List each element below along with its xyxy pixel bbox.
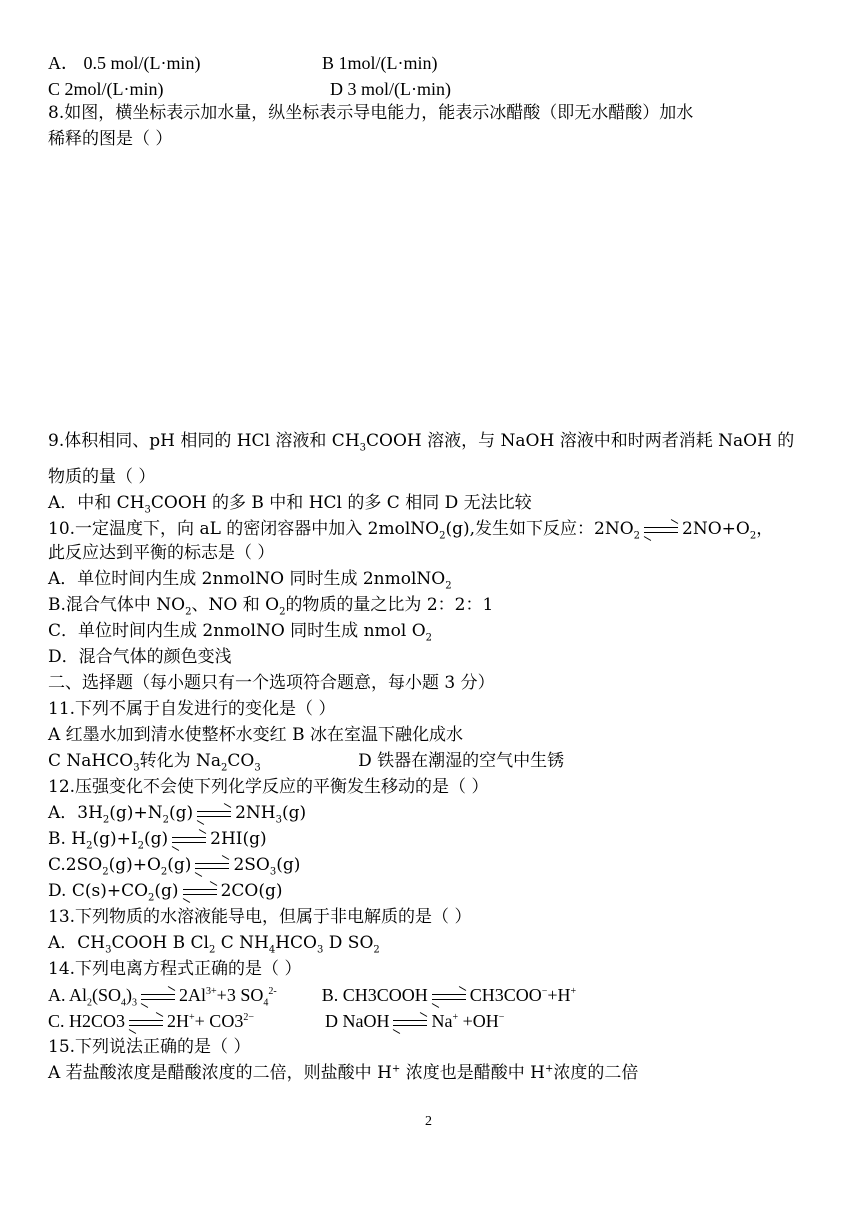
q13-t3: C NH: [215, 933, 269, 953]
q9-opt-sub: 3: [144, 504, 151, 516]
q12c-t3: (g): [167, 855, 192, 875]
option-c: C 2mol/(L·min): [48, 79, 164, 99]
q10b-t1: B.混合气体中 NO: [48, 595, 186, 615]
q14c-t1: C. H2CO3: [48, 1011, 126, 1031]
question-9-options: [48, 492, 532, 514]
q14a-sup1: 3+: [206, 986, 217, 997]
q9-text-a: 9.体积相同、pH 相同的 HCl 溶液和 CH: [48, 431, 360, 451]
q12d-t2: (g): [154, 881, 179, 901]
q14c-t3: + CO3: [194, 1011, 244, 1031]
question-10-option-b: [48, 594, 493, 616]
question-11: 11.下列不属于自发进行的变化是（ ）: [48, 699, 336, 719]
q12c-s2: 2: [160, 866, 168, 878]
question-13-options: [48, 932, 380, 954]
q13-s5: 2: [373, 944, 380, 956]
section-2-heading: 二、选择题（每小题只有一个选项符合题意，每小题 3 分）: [48, 673, 495, 693]
equilibrium-arrow-icon: [393, 1018, 427, 1028]
q10b-s2: 2: [279, 606, 286, 618]
q13-s3: 4: [268, 944, 276, 956]
q11d-text: D 铁器在潮湿的空气中生锈: [358, 751, 565, 771]
q14a-s3: 3: [132, 997, 138, 1009]
q14a-s4: 4: [263, 997, 269, 1009]
q15a-sup2: +: [544, 1063, 554, 1075]
q12b-t4: 2HI(g): [210, 829, 267, 849]
q12d-t1: D. C(s)+CO: [48, 881, 149, 901]
q13-t1: A．CH: [48, 933, 106, 953]
question-12-option-b: [48, 828, 267, 850]
q14b-t2: CH3COO: [469, 985, 542, 1005]
q13-s1: 3: [105, 944, 112, 956]
q10-a: 10.一定温度下，向 aL 的密闭容器中加入 2molNO: [48, 519, 440, 539]
question-10-option-a: [48, 568, 452, 590]
equilibrium-arrow-icon: [644, 525, 678, 535]
question-15-option-a: [48, 1062, 638, 1084]
q14d-t2: Na: [431, 1011, 453, 1031]
q10b-s1: 2: [185, 606, 192, 618]
q10-d: ，: [756, 519, 774, 539]
q15a-sup1: +: [391, 1063, 401, 1075]
q12c-t5: (g): [276, 855, 301, 875]
q14b-t3: +H: [547, 985, 571, 1005]
q12b-t2: (g)+I: [92, 829, 138, 849]
q14d-t3: +OH: [458, 1011, 499, 1031]
q14d-sup2: −: [498, 1012, 505, 1023]
q12a-t5: (g): [282, 803, 307, 823]
q15a-t1: A 若盐酸浓度是醋酸浓度的二倍，则盐酸中 H: [48, 1063, 392, 1083]
q12a-s3: 3: [275, 814, 283, 826]
q14b-sup1: −: [541, 986, 548, 997]
q12d-t3: 2CO(g): [220, 881, 283, 901]
q12c-s3: 3: [269, 866, 277, 878]
q14c-t2: 2H: [167, 1011, 190, 1031]
q13-t2: COOH B Cl: [111, 933, 209, 953]
q14b-t1: B. CH3COOH: [321, 985, 428, 1005]
equilibrium-arrow-icon: [129, 1018, 163, 1028]
equilibrium-arrow-icon: [141, 992, 175, 1002]
q15a-t2: 浓度也是醋酸中 H: [400, 1063, 545, 1083]
question-12: 12.压强变化不会使下列化学反应的平衡发生移动的是（ ）: [48, 777, 489, 797]
question-15: 15.下列说法正确的是（ ）: [48, 1037, 251, 1057]
q14b-sup2: +: [570, 986, 577, 997]
question-11-options-ab: A 红墨水加到清水使整杯水变红 B 冰在室温下融化成水: [48, 725, 463, 745]
q12b-t3: (g): [144, 829, 169, 849]
q14a-t3: ): [126, 985, 133, 1005]
q13-t4: HCO: [275, 933, 317, 953]
question-13: 13.下列物质的水溶液能导电，但属于非电解质的是（ ）: [48, 907, 472, 927]
q9-text-b: COOH 溶液，与 NaOH 溶液中和时两者消耗 NaOH 的: [366, 431, 795, 451]
q14a-t1: A. Al: [48, 985, 88, 1005]
question-8-line2: 稀释的图是（ ）: [48, 129, 173, 149]
question-12-option-c: [48, 854, 300, 876]
q11c-t3: CO: [227, 751, 255, 771]
q13-s2: 2: [208, 944, 216, 956]
equilibrium-arrow-icon: [195, 861, 229, 871]
question-8-line1: 8.如图，横坐标表示加水量，纵坐标表示导电能力，能表示冰醋酸（即无水醋酸）加水: [48, 103, 694, 123]
q12c-t1: C.2SO: [48, 855, 103, 875]
question-14-options-ab: [48, 984, 577, 1009]
q13-t5: D SO: [323, 933, 374, 953]
q10-b: (g),发生如下反应：2NO: [445, 519, 634, 539]
option-b: B 1mol/(L·min): [322, 53, 438, 73]
question-14: 14.下列电离方程式正确的是（ ）: [48, 959, 302, 979]
question-10-option-d: D．混合气体的颜色变浅: [48, 647, 232, 667]
q11c-t2: 转化为 Na: [139, 751, 221, 771]
q12b-s2: 2: [137, 840, 144, 852]
page-number: 2: [425, 1114, 432, 1129]
q12c-t2: (g)+O: [108, 855, 161, 875]
q12a-t2: (g)+N: [109, 803, 163, 823]
q14a-t5: +3 SO: [216, 985, 264, 1005]
q12a-t3: (g): [168, 803, 194, 823]
equilibrium-arrow-icon: [172, 835, 206, 845]
q14a-t4: 2Al: [179, 985, 207, 1005]
q12b-s1: 2: [86, 840, 93, 852]
q10b-t2: 、NO 和 O: [191, 595, 280, 615]
q12c-s1: 2: [102, 866, 109, 878]
q12a-s1: 2: [102, 814, 110, 826]
q10a-text: A．单位时间内生成 2nmolNO 同时生成 2nmolNO: [48, 569, 446, 589]
equilibrium-arrow-icon: [183, 887, 217, 897]
q10-sub2: 2: [633, 530, 641, 542]
question-10-line1: [48, 518, 773, 540]
q12d-s1: 2: [148, 892, 155, 904]
question-10-option-c: [48, 620, 432, 642]
question-12-option-a: [48, 802, 306, 824]
q12a-t1: A．3H: [48, 803, 103, 823]
equilibrium-arrow-icon: [432, 992, 466, 1002]
q10-sub3: 2: [749, 530, 757, 542]
q13-s4: 3: [316, 944, 324, 956]
q10-sub1: 2: [439, 530, 446, 542]
q10a-sub: 2: [445, 580, 452, 592]
q14a-t2: (SO: [92, 985, 122, 1005]
question-11-options-cd: [48, 750, 564, 772]
q14c-sup2: 2−: [243, 1012, 254, 1023]
q14a-s1: 2: [87, 997, 93, 1009]
q11c-t1: C NaHCO: [48, 751, 134, 771]
q9-opt-a: A．中和 CH: [48, 493, 145, 513]
q10c-sub: 2: [425, 632, 433, 644]
question-14-options-cd: [48, 1010, 504, 1032]
q10b-t3: 的物质的量之比为 2：2：1: [285, 595, 494, 615]
q14d-sup1: +: [452, 1012, 459, 1023]
q14a-s2: 4: [121, 997, 127, 1009]
q10-c: 2NO+O: [682, 519, 750, 539]
question-12-option-d: [48, 880, 282, 902]
q9-sub: 3: [359, 442, 367, 454]
q11c-s1: 3: [133, 762, 140, 774]
question-9-line2: 物质的量（ ）: [48, 467, 156, 487]
q9-opt-b: COOH 的多 B 中和 HCl 的多 C 相同 D 无法比较: [150, 493, 532, 513]
q11c-s3: 3: [254, 762, 261, 774]
option-a: A． 0.5 mol/(L·min): [48, 53, 201, 73]
option-d: D 3 mol/(L·min): [330, 79, 451, 99]
q12c-t4: 2SO: [233, 855, 270, 875]
q14c-sup1: +: [189, 1012, 195, 1023]
q15a-t3: 浓度的二倍: [553, 1063, 639, 1083]
question-9-line1: [48, 430, 794, 452]
q12a-t4: 2NH: [235, 803, 276, 823]
q11c-s2: 2: [221, 762, 228, 774]
q12a-s2: 2: [162, 814, 169, 826]
equilibrium-arrow-icon: [197, 809, 231, 819]
q10c-text: C．单位时间内生成 2nmolNO 同时生成 nmol O: [48, 621, 426, 641]
question-10-line2: 此反应达到平衡的标志是（ ）: [48, 543, 275, 563]
q12b-t1: B. H: [48, 829, 87, 849]
q14d-t1: D NaOH: [324, 1011, 390, 1031]
q14a-sup2: 2-: [268, 986, 277, 997]
